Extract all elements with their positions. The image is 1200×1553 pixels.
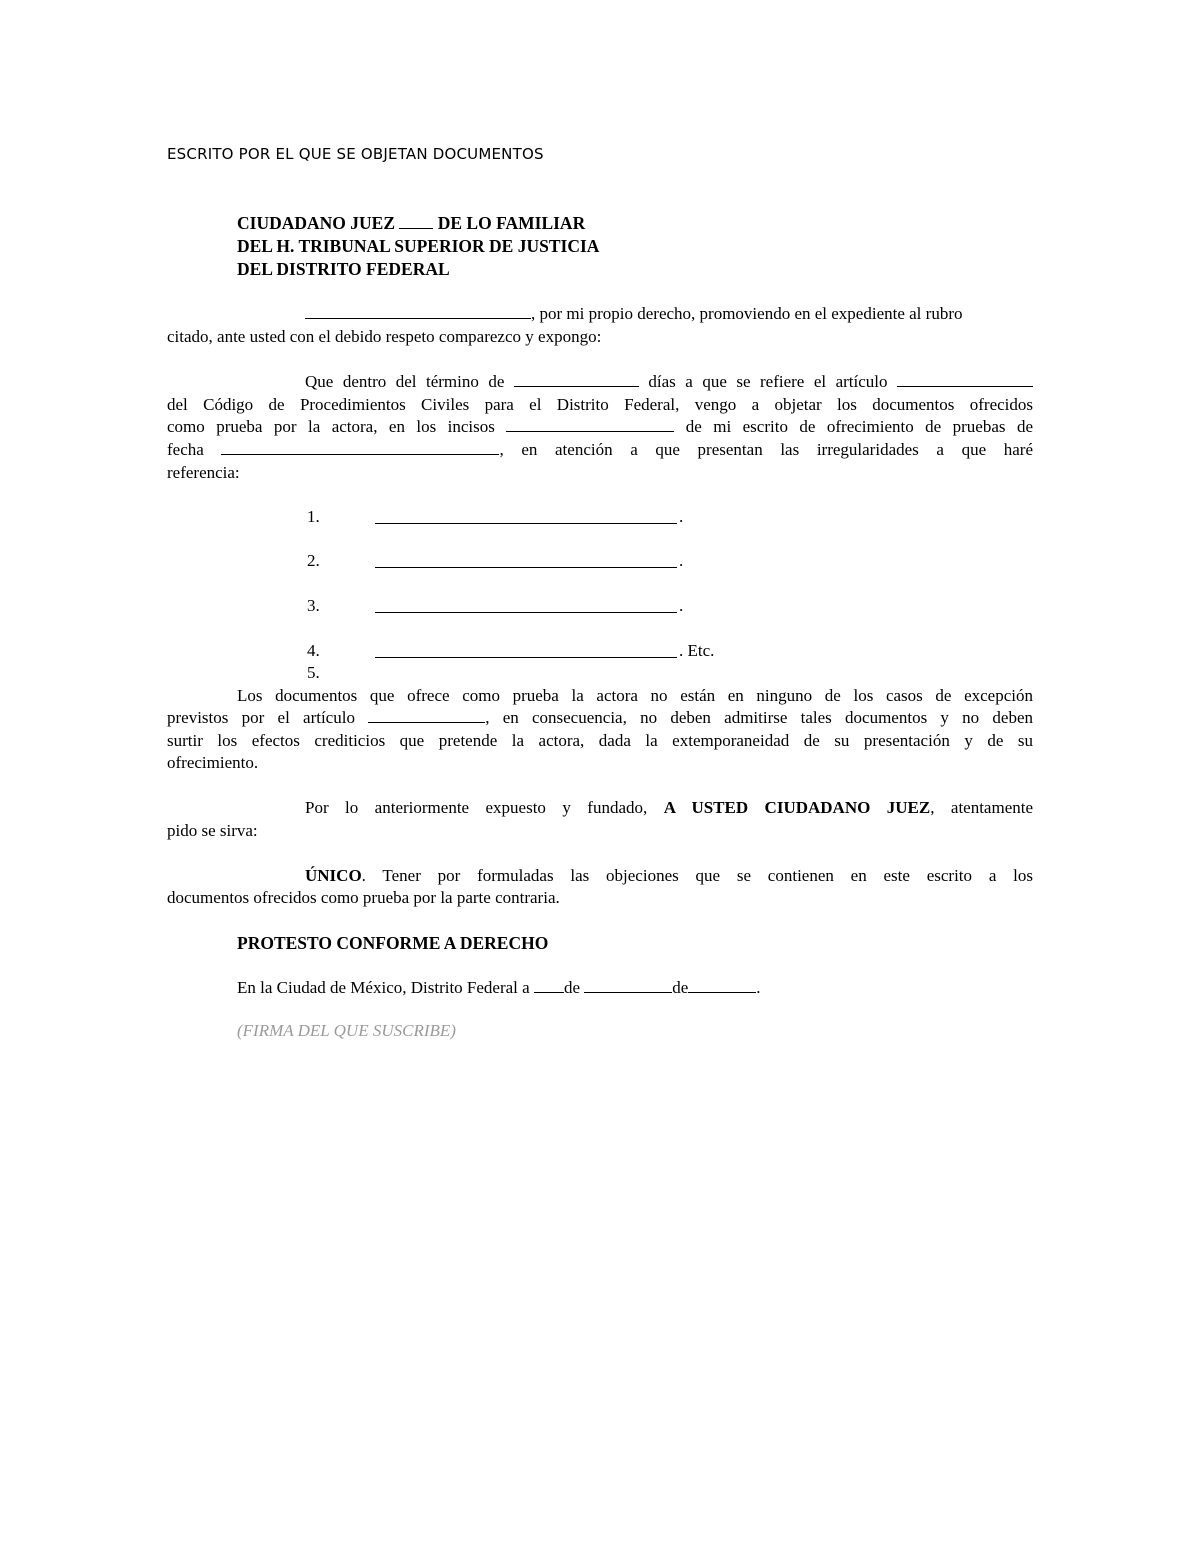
address-line-3: DEL DISTRITO FEDERAL xyxy=(237,259,450,279)
p3-line-1 xyxy=(305,797,1033,819)
list-end-2: . xyxy=(679,551,684,570)
p4-text-a: ÚNICO xyxy=(305,866,362,885)
list-number-1: 1. xyxy=(307,507,320,526)
blank-article xyxy=(897,372,1033,387)
address-familiar: DE LO FAMILIAR xyxy=(437,213,586,233)
p1-line-1 xyxy=(305,371,1033,393)
blank-month xyxy=(584,978,672,993)
blank-term-days xyxy=(514,372,639,387)
p1-line-2: del Código de Procedimientos Civiles para el Distrito Federal, vengo a objetar los documentos ofrecidos xyxy=(167,395,1033,414)
p1-text-d: de mi escrito de ofrecimiento de pruebas de xyxy=(685,417,1033,436)
p1-text-f: , en atención a que presentan las irregularidades a que haré xyxy=(499,440,1033,459)
list-blank-4 xyxy=(375,640,677,658)
p2-line-3: surtir los efectos crediticios que pretende la actora, dada la extemporaneidad de su presentación y de su xyxy=(167,731,1033,750)
p4-line-2: documentos ofrecidos como prueba por la parte contraria. xyxy=(167,888,560,907)
place-date-line xyxy=(237,977,761,999)
list-end-3: . xyxy=(679,596,684,615)
blank-court-number xyxy=(399,213,433,229)
place-text: En la Ciudad de México, Distrito Federal a xyxy=(237,978,530,997)
p1-text-e: fecha xyxy=(167,440,204,459)
list-number-4: 4. xyxy=(307,641,320,660)
intro-line-1 xyxy=(305,303,962,325)
p3-text-a: Por lo anteriormente expuesto y fundado, xyxy=(305,798,648,817)
address-line-2: DEL H. TRIBUNAL SUPERIOR DE JUSTICIA xyxy=(237,236,600,256)
p2-text-b: , en consecuencia, no deben admitirse tales documentos y no deben xyxy=(485,708,1033,727)
blank-incisos xyxy=(506,417,674,432)
p1-text-b: días a que se refiere el artículo xyxy=(648,372,888,391)
p2-line-1: Los documentos que ofrece como prueba la actora no están en ninguno de los casos de excepción xyxy=(237,686,1033,705)
place-de-2: de xyxy=(672,978,689,997)
intro-text-1: , por mi propio derecho, promoviendo en el expediente al rubro xyxy=(531,304,963,323)
list-blank-2 xyxy=(375,550,677,568)
list-end-4: . Etc. xyxy=(679,641,715,660)
p2-line-2 xyxy=(167,707,1033,729)
document-title: ESCRITO POR EL QUE SE OBJETAN DOCUMENTOS xyxy=(167,145,544,163)
blank-year xyxy=(688,978,756,993)
address-line-1 xyxy=(237,212,585,234)
p1-text-a: Que dentro del término de xyxy=(305,372,505,391)
p3-text-c: , atentamente xyxy=(930,798,1034,817)
p1-line-4 xyxy=(167,439,1033,461)
blank-promovente-name xyxy=(305,304,531,319)
list-blank-3 xyxy=(375,595,677,613)
p2-text-a: previstos por el artículo xyxy=(167,708,355,727)
p1-line-5: referencia: xyxy=(167,463,240,482)
list-number-5: 5. xyxy=(307,663,320,682)
protesto-heading: PROTESTO CONFORME A DERECHO xyxy=(237,933,549,953)
place-end: . xyxy=(756,978,761,997)
blank-day xyxy=(534,978,564,993)
blank-fecha xyxy=(221,440,499,455)
p1-line-3 xyxy=(167,416,1033,438)
place-de-1: de xyxy=(563,978,580,997)
list-number-2: 2. xyxy=(307,551,320,570)
p1-text-c: como prueba por la actora, en los incisos xyxy=(167,417,495,436)
signature-placeholder: (FIRMA DEL QUE SUSCRIBE) xyxy=(237,1021,456,1040)
p3-text-b: A USTED CIUDADANO JUEZ xyxy=(663,798,931,817)
list-end-1: . xyxy=(679,507,684,526)
intro-line-2: citado, ante usted con el debido respeto comparezco y expongo: xyxy=(167,327,602,346)
p3-line-2: pido se sirva: xyxy=(167,821,258,840)
p4-line-1 xyxy=(305,865,1033,887)
list-blank-1 xyxy=(375,506,677,524)
p4-text-b: . Tener por formuladas las objeciones que se contienen en este escrito a los xyxy=(361,866,1033,885)
blank-article-2 xyxy=(368,708,485,723)
p2-line-4: ofrecimiento. xyxy=(167,753,259,772)
address-judge: CIUDADANO JUEZ xyxy=(237,213,395,233)
list-number-3: 3. xyxy=(307,596,320,615)
